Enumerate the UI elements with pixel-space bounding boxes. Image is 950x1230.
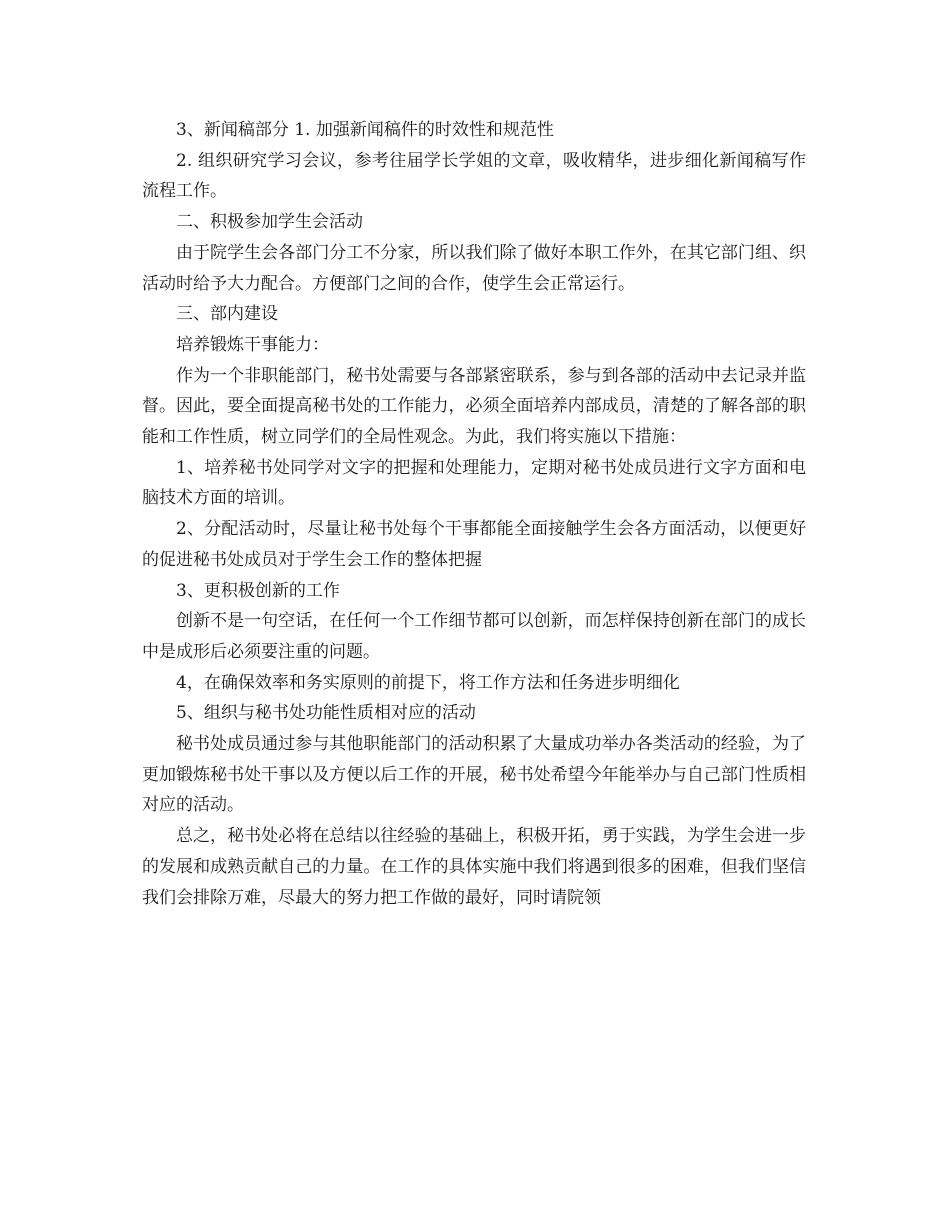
subheading-staff-training: 培养锻炼干事能力： [176,334,329,355]
paragraph-study-meeting: 2. 组织研究学习会议，参考往届学长学姐的文章，吸收精华，进步细化新闻稿写作流程工作。 [142,150,806,202]
paragraph-measure-1: 1、培养秘书处同学对文字的把握和处理能力，定期对秘书处成员进行文字方面和电脑技术方面的培训。 [142,457,806,509]
paragraph-secretariat-role: 作为一个非职能部门，秘书处需要与各部紧密联系，参与到各部的活动中去记录并监督。因此，要全面提高秘书处的工作能力，必须全面培养内部成员，清楚的了解各部的职能和工作性质，树立同学们的全局性观念。为此，我们将实施以下措施： [142,365,806,448]
document-page [142,115,806,913]
paragraph-news-section: 3、新闻稿部分 1. 加强新闻稿件的时效性和规范性 [176,120,554,140]
heading-internal-building: 三、部内建设 [176,304,278,325]
paragraph-measure-5: 5、组织与秘书处功能性质相对应的活动 [176,703,476,724]
paragraph-measure-3: 3、更积极创新的工作 [176,580,340,601]
paragraph-innovation: 创新不是一句空话，在任何一个工作细节都可以创新，而怎样保持创新在部门的成长中是成形后必须要注重的问题。 [142,611,806,662]
paragraph-conclusion: 总之，秘书处必将在总结以往经验的基础上，积极开拓，勇于实践，为学生会进一步的发展和成熟贡献自己的力量。在工作的具体实施中我们将遇到很多的困难，但我们坚信我们会排除万难，尽最大的努力把工作做的最好，同时请院领 [142,826,806,908]
paragraph-measure-2: 2、分配活动时，尽量让秘书处每个干事都能全面接触学生会各方面活动，以便更好的促进秘书处成员对于学生会工作的整体把握 [142,519,806,570]
paragraph-measure-4: 4，在确保效率和务实原则的前提下，将工作方法和任务进步明细化 [176,672,680,693]
heading-participate-activities: 二、积极参加学生会活动 [176,212,363,233]
paragraph-cooperation: 由于院学生会各部门分工不分家，所以我们除了做好本职工作外，在其它部门组、织活动时给予大力配合。方便部门之间的合作，使学生会正常运行。 [142,242,806,294]
paragraph-activity-experience: 秘书处成员通过参与其他职能部门的活动积累了大量成功举办各类活动的经验，为了更加锻炼秘书处干事以及方便以后工作的开展，秘书处希望今年能举办与自己部门性质相对应的活动。 [142,734,806,816]
